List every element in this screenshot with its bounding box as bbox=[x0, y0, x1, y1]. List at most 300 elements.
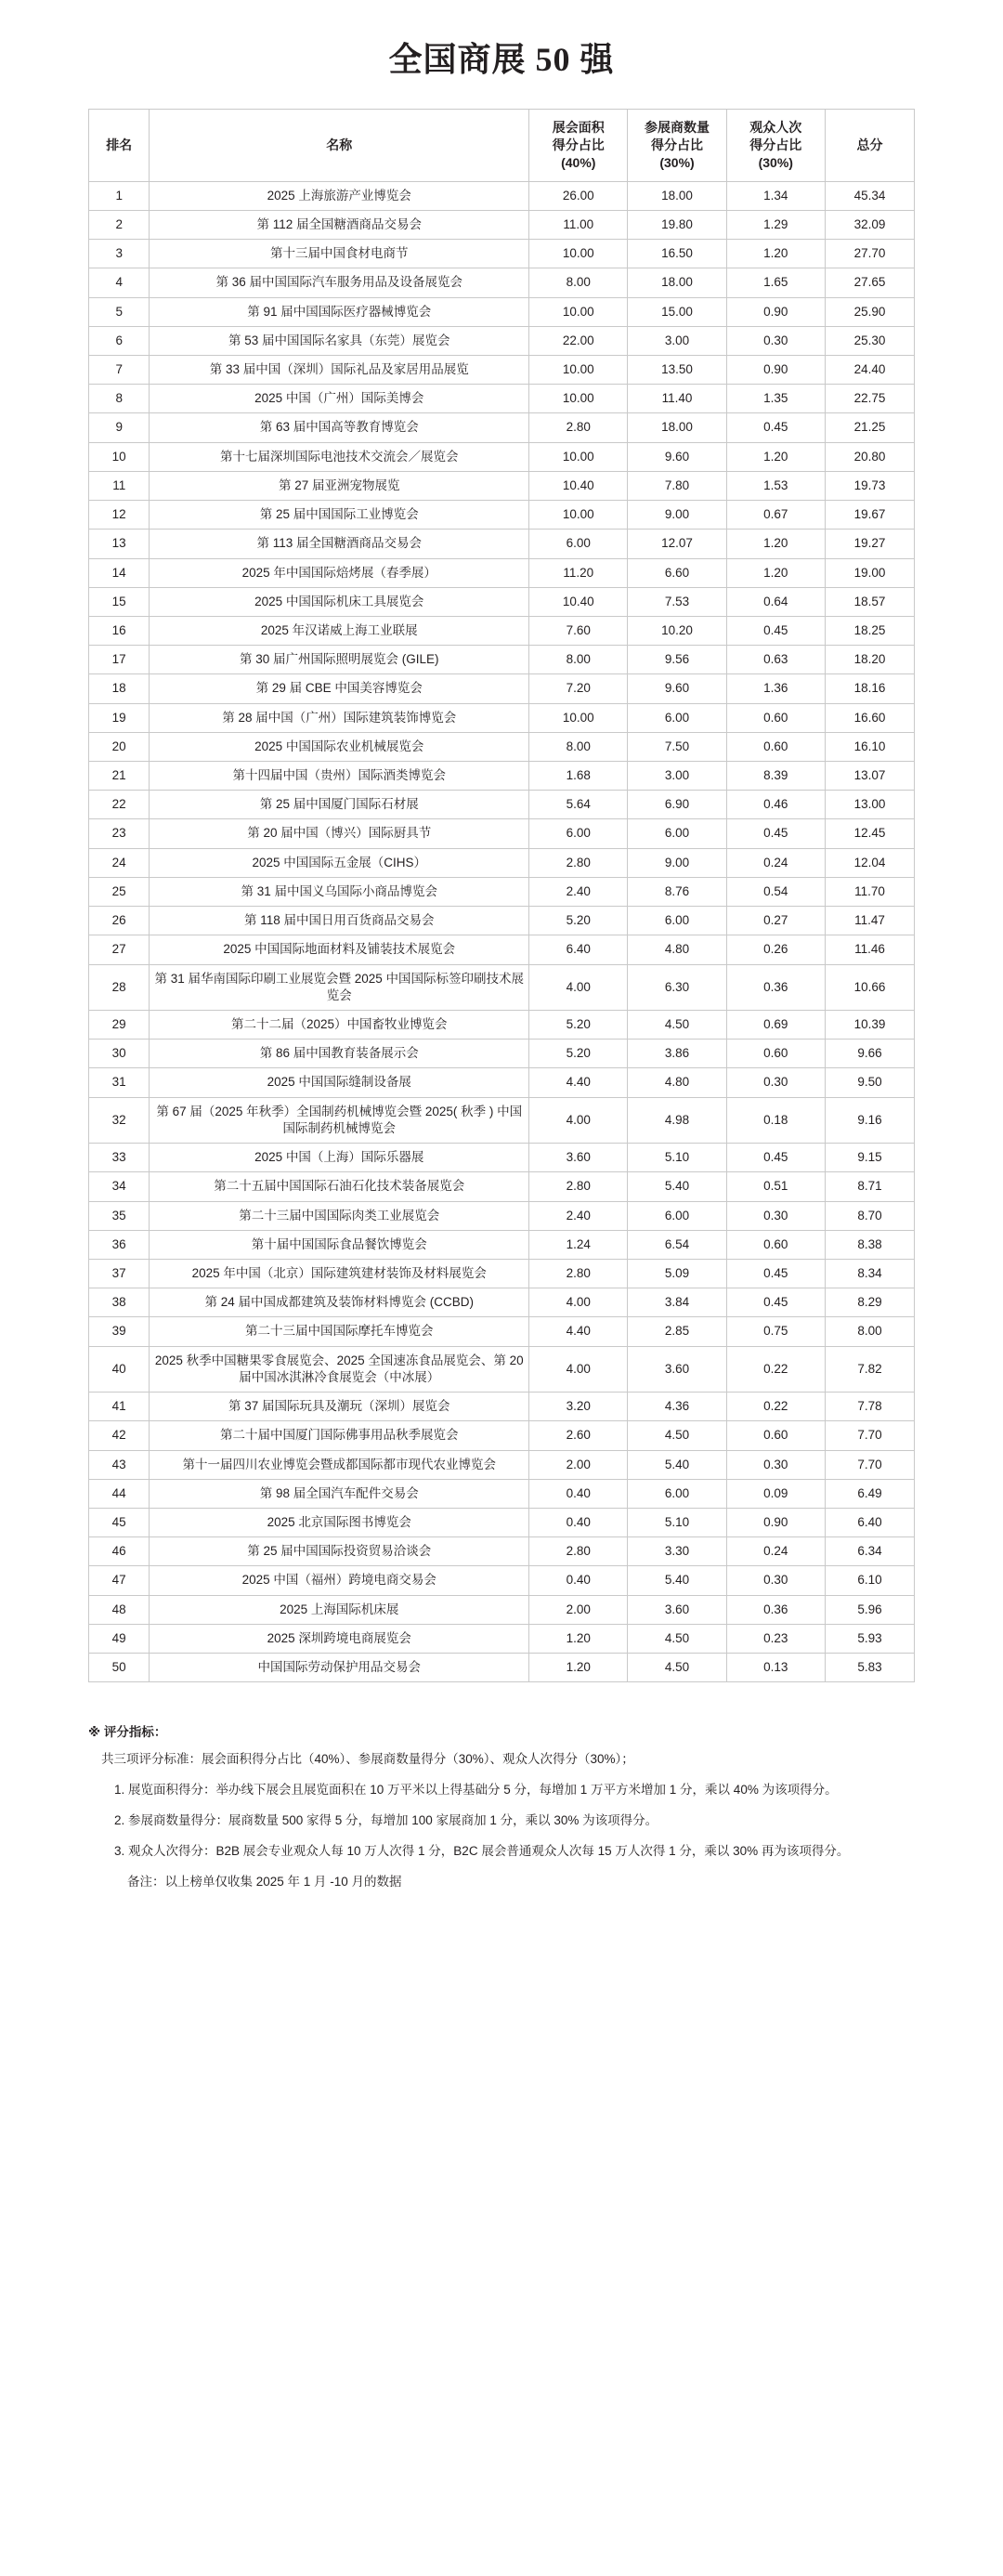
cell-name: 第 53 届中国国际名家具（东莞）展览会 bbox=[150, 326, 529, 355]
cell-exhibitors: 3.00 bbox=[628, 326, 726, 355]
cell-rank: 2 bbox=[89, 210, 150, 239]
cell-total: 32.09 bbox=[825, 210, 914, 239]
table-row bbox=[89, 210, 915, 239]
cell-rank: 16 bbox=[89, 616, 150, 645]
cell-area: 5.64 bbox=[529, 791, 628, 819]
cell-area: 10.40 bbox=[529, 587, 628, 616]
cell-exhibitors: 6.00 bbox=[628, 1479, 726, 1508]
table-row bbox=[89, 1537, 915, 1566]
cell-exhibitors: 3.84 bbox=[628, 1288, 726, 1317]
cell-exhibitors: 6.00 bbox=[628, 1201, 726, 1230]
column-header-exhibitors-line3: (30%) bbox=[659, 154, 695, 170]
column-header-rank: 排名 bbox=[89, 110, 150, 182]
column-header-visitors bbox=[726, 110, 825, 182]
cell-rank: 4 bbox=[89, 268, 150, 297]
cell-rank: 6 bbox=[89, 326, 150, 355]
cell-rank: 43 bbox=[89, 1450, 150, 1479]
cell-name: 第 31 届华南国际印刷工业展览会暨 2025 中国国际标签印刷技术展览会 bbox=[150, 964, 529, 1010]
table-row bbox=[89, 385, 915, 413]
cell-exhibitors: 4.50 bbox=[628, 1421, 726, 1450]
cell-total: 11.46 bbox=[825, 935, 914, 964]
cell-total: 6.10 bbox=[825, 1566, 914, 1595]
cell-visitors: 0.45 bbox=[726, 413, 825, 442]
table-row bbox=[89, 1595, 915, 1624]
cell-exhibitors: 3.00 bbox=[628, 762, 726, 791]
cell-visitors: 0.90 bbox=[726, 355, 825, 384]
cell-exhibitors: 12.07 bbox=[628, 530, 726, 558]
cell-total: 19.67 bbox=[825, 501, 914, 530]
cell-exhibitors: 4.98 bbox=[628, 1097, 726, 1143]
cell-area: 2.00 bbox=[529, 1450, 628, 1479]
cell-area: 4.40 bbox=[529, 1068, 628, 1097]
cell-exhibitors: 3.60 bbox=[628, 1595, 726, 1624]
cell-rank: 50 bbox=[89, 1654, 150, 1682]
cell-name: 2025 中国国际地面材料及铺装技术展览会 bbox=[150, 935, 529, 964]
table-row bbox=[89, 181, 915, 210]
table-body bbox=[89, 181, 915, 1682]
cell-name: 2025 中国国际农业机械展览会 bbox=[150, 732, 529, 761]
cell-rank: 25 bbox=[89, 877, 150, 906]
column-header-area-line2: 得分占比 bbox=[552, 137, 605, 152]
cell-name: 2025 年中国国际焙烤展（春季展） bbox=[150, 558, 529, 587]
cell-area: 1.20 bbox=[529, 1624, 628, 1653]
table-header bbox=[89, 110, 915, 182]
cell-rank: 22 bbox=[89, 791, 150, 819]
cell-rank: 12 bbox=[89, 501, 150, 530]
cell-exhibitors: 5.10 bbox=[628, 1508, 726, 1536]
cell-total: 45.34 bbox=[825, 181, 914, 210]
cell-exhibitors: 4.50 bbox=[628, 1654, 726, 1682]
cell-total: 27.65 bbox=[825, 268, 914, 297]
table-row bbox=[89, 1450, 915, 1479]
cell-rank: 5 bbox=[89, 297, 150, 326]
cell-rank: 19 bbox=[89, 703, 150, 732]
table-row bbox=[89, 587, 915, 616]
cell-area: 8.00 bbox=[529, 732, 628, 761]
cell-rank: 21 bbox=[89, 762, 150, 791]
cell-area: 26.00 bbox=[529, 181, 628, 210]
cell-visitors: 0.75 bbox=[726, 1317, 825, 1346]
cell-area: 0.40 bbox=[529, 1479, 628, 1508]
cell-rank: 47 bbox=[89, 1566, 150, 1595]
cell-exhibitors: 6.00 bbox=[628, 907, 726, 935]
cell-total: 18.20 bbox=[825, 646, 914, 674]
cell-name: 第 67 届（2025 年秋季）全国制药机械博览会暨 2025( 秋季 ) 中国国际制药机械博览会 bbox=[150, 1097, 529, 1143]
cell-name: 第 20 届中国（博兴）国际厨具节 bbox=[150, 819, 529, 848]
cell-rank: 26 bbox=[89, 907, 150, 935]
table-row bbox=[89, 848, 915, 877]
cell-visitors: 0.26 bbox=[726, 935, 825, 964]
column-header-area-line1: 展会面积 bbox=[552, 120, 605, 135]
cell-rank: 30 bbox=[89, 1040, 150, 1068]
cell-total: 13.00 bbox=[825, 791, 914, 819]
cell-total: 7.70 bbox=[825, 1421, 914, 1450]
cell-area: 2.80 bbox=[529, 1537, 628, 1566]
cell-rank: 32 bbox=[89, 1097, 150, 1143]
cell-total: 7.82 bbox=[825, 1346, 914, 1392]
column-header-total: 总分 bbox=[825, 110, 914, 182]
cell-visitors: 0.69 bbox=[726, 1011, 825, 1040]
cell-visitors: 0.90 bbox=[726, 1508, 825, 1536]
cell-total: 20.80 bbox=[825, 442, 914, 471]
cell-total: 22.75 bbox=[825, 385, 914, 413]
cell-rank: 41 bbox=[89, 1393, 150, 1421]
cell-area: 11.20 bbox=[529, 558, 628, 587]
cell-total: 8.29 bbox=[825, 1288, 914, 1317]
cell-rank: 33 bbox=[89, 1144, 150, 1172]
cell-visitors: 0.60 bbox=[726, 1040, 825, 1068]
notes-line-3: 2. 参展商数量得分：展商数量 500 家得 5 分，每增加 100 家展商加 1 分，乘以 30% 为该项得分。 bbox=[114, 1813, 658, 1828]
cell-area: 10.00 bbox=[529, 240, 628, 268]
cell-exhibitors: 18.00 bbox=[628, 181, 726, 210]
table-row bbox=[89, 1144, 915, 1172]
table-row bbox=[89, 1011, 915, 1040]
cell-total: 11.47 bbox=[825, 907, 914, 935]
cell-area: 3.20 bbox=[529, 1393, 628, 1421]
cell-rank: 9 bbox=[89, 413, 150, 442]
cell-name: 第十三届中国食材电商节 bbox=[150, 240, 529, 268]
cell-total: 16.60 bbox=[825, 703, 914, 732]
cell-name: 2025 北京国际图书博览会 bbox=[150, 1508, 529, 1536]
cell-rank: 46 bbox=[89, 1537, 150, 1566]
cell-visitors: 0.24 bbox=[726, 848, 825, 877]
cell-total: 8.34 bbox=[825, 1259, 914, 1288]
notes-line-4: 3. 观众人次得分：B2B 展会专业观众人每 10 万人次得 1 分，B2C 展会普通观众人次每 15 万人次得 1 分，乘以 30% 再为该项得分。 bbox=[114, 1844, 850, 1859]
cell-exhibitors: 7.80 bbox=[628, 471, 726, 500]
cell-rank: 35 bbox=[89, 1201, 150, 1230]
cell-name: 第 98 届全国汽车配件交易会 bbox=[150, 1479, 529, 1508]
cell-visitors: 0.30 bbox=[726, 326, 825, 355]
cell-visitors: 0.36 bbox=[726, 1595, 825, 1624]
cell-area: 10.00 bbox=[529, 385, 628, 413]
cell-total: 21.25 bbox=[825, 413, 914, 442]
cell-exhibitors: 5.40 bbox=[628, 1566, 726, 1595]
cell-visitors: 0.64 bbox=[726, 587, 825, 616]
cell-exhibitors: 18.00 bbox=[628, 268, 726, 297]
cell-name: 第十七届深圳国际电池技术交流会／展览会 bbox=[150, 442, 529, 471]
cell-rank: 27 bbox=[89, 935, 150, 964]
cell-name: 第 37 届国际玩具及潮玩（深圳）展览会 bbox=[150, 1393, 529, 1421]
cell-area: 5.20 bbox=[529, 1011, 628, 1040]
cell-total: 8.38 bbox=[825, 1230, 914, 1259]
cell-exhibitors: 13.50 bbox=[628, 355, 726, 384]
cell-rank: 42 bbox=[89, 1421, 150, 1450]
cell-area: 2.80 bbox=[529, 1259, 628, 1288]
table-row bbox=[89, 732, 915, 761]
cell-exhibitors: 4.36 bbox=[628, 1393, 726, 1421]
cell-visitors: 1.36 bbox=[726, 674, 825, 703]
cell-rank: 14 bbox=[89, 558, 150, 587]
cell-area: 6.40 bbox=[529, 935, 628, 964]
cell-area: 4.00 bbox=[529, 964, 628, 1010]
cell-visitors: 8.39 bbox=[726, 762, 825, 791]
table-row bbox=[89, 1479, 915, 1508]
cell-name: 第 30 届广州国际照明展览会 (GILE) bbox=[150, 646, 529, 674]
table-row bbox=[89, 964, 915, 1010]
table-row bbox=[89, 1097, 915, 1143]
cell-rank: 36 bbox=[89, 1230, 150, 1259]
cell-area: 4.00 bbox=[529, 1288, 628, 1317]
cell-area: 10.00 bbox=[529, 703, 628, 732]
cell-name: 2025 中国国际机床工具展览会 bbox=[150, 587, 529, 616]
cell-total: 27.70 bbox=[825, 240, 914, 268]
cell-name: 第 36 届中国国际汽车服务用品及设备展览会 bbox=[150, 268, 529, 297]
cell-visitors: 0.36 bbox=[726, 964, 825, 1010]
cell-total: 6.34 bbox=[825, 1537, 914, 1566]
cell-visitors: 0.23 bbox=[726, 1624, 825, 1653]
cell-total: 19.27 bbox=[825, 530, 914, 558]
cell-total: 9.16 bbox=[825, 1097, 914, 1143]
cell-rank: 37 bbox=[89, 1259, 150, 1288]
table-row bbox=[89, 1288, 915, 1317]
notes-line-2: 1. 展览面积得分：举办线下展会且展览面积在 10 万平米以上得基础分 5 分，每增加 1 万平方米增加 1 分，乘以 40% 为该项得分。 bbox=[114, 1783, 838, 1798]
cell-total: 10.66 bbox=[825, 964, 914, 1010]
cell-total: 25.90 bbox=[825, 297, 914, 326]
cell-total: 5.93 bbox=[825, 1624, 914, 1653]
cell-visitors: 0.09 bbox=[726, 1479, 825, 1508]
column-header-visitors-line3: (30%) bbox=[758, 154, 793, 170]
table-row bbox=[89, 326, 915, 355]
cell-rank: 24 bbox=[89, 848, 150, 877]
cell-name: 第二十五届中国国际石油石化技术装备展览会 bbox=[150, 1172, 529, 1201]
table-row bbox=[89, 819, 915, 848]
cell-exhibitors: 6.54 bbox=[628, 1230, 726, 1259]
cell-total: 6.49 bbox=[825, 1479, 914, 1508]
cell-name: 第 24 届中国成都建筑及装饰材料博览会 (CCBD) bbox=[150, 1288, 529, 1317]
cell-total: 11.70 bbox=[825, 877, 914, 906]
cell-name: 第二十届中国厦门国际佛事用品秋季展览会 bbox=[150, 1421, 529, 1450]
cell-exhibitors: 6.90 bbox=[628, 791, 726, 819]
cell-area: 6.00 bbox=[529, 819, 628, 848]
table-row bbox=[89, 355, 915, 384]
column-header-exhibitors bbox=[628, 110, 726, 182]
cell-area: 1.68 bbox=[529, 762, 628, 791]
cell-visitors: 1.65 bbox=[726, 268, 825, 297]
table-row bbox=[89, 1230, 915, 1259]
table-row bbox=[89, 1566, 915, 1595]
cell-name: 第 118 届中国日用百货商品交易会 bbox=[150, 907, 529, 935]
cell-name: 第 25 届中国国际投资贸易洽谈会 bbox=[150, 1537, 529, 1566]
cell-visitors: 0.90 bbox=[726, 297, 825, 326]
cell-exhibitors: 5.40 bbox=[628, 1172, 726, 1201]
notes-line-1: 共三项评分标准：展会面积得分占比（40%）、参展商数量得分（30%）、观众人次得分（30%）； bbox=[101, 1752, 634, 1767]
cell-visitors: 1.20 bbox=[726, 530, 825, 558]
cell-rank: 17 bbox=[89, 646, 150, 674]
cell-visitors: 0.30 bbox=[726, 1566, 825, 1595]
cell-exhibitors: 15.00 bbox=[628, 297, 726, 326]
cell-name: 第 27 届亚洲宠物展览 bbox=[150, 471, 529, 500]
cell-visitors: 0.22 bbox=[726, 1393, 825, 1421]
cell-rank: 40 bbox=[89, 1346, 150, 1392]
column-header-exhibitors-line1: 参展商数量 bbox=[645, 120, 710, 135]
cell-name: 2025 中国（福州）跨境电商交易会 bbox=[150, 1566, 529, 1595]
table-row bbox=[89, 935, 915, 964]
cell-visitors: 0.67 bbox=[726, 501, 825, 530]
cell-visitors: 0.45 bbox=[726, 819, 825, 848]
cell-name: 2025 中国（广州）国际美博会 bbox=[150, 385, 529, 413]
cell-exhibitors: 11.40 bbox=[628, 385, 726, 413]
cell-exhibitors: 9.00 bbox=[628, 501, 726, 530]
table-header-row bbox=[89, 110, 915, 182]
cell-exhibitors: 3.30 bbox=[628, 1537, 726, 1566]
cell-area: 10.00 bbox=[529, 297, 628, 326]
column-header-area-line3: (40%) bbox=[561, 154, 596, 170]
cell-exhibitors: 5.40 bbox=[628, 1450, 726, 1479]
cell-exhibitors: 7.53 bbox=[628, 587, 726, 616]
cell-name: 2025 深圳跨境电商展览会 bbox=[150, 1624, 529, 1653]
page-title: 全国商展 50 强 bbox=[388, 41, 615, 78]
table-row bbox=[89, 762, 915, 791]
column-header-area bbox=[529, 110, 628, 182]
cell-total: 5.83 bbox=[825, 1654, 914, 1682]
cell-area: 2.40 bbox=[529, 877, 628, 906]
table-row bbox=[89, 1040, 915, 1068]
cell-exhibitors: 3.60 bbox=[628, 1346, 726, 1392]
cell-exhibitors: 4.80 bbox=[628, 1068, 726, 1097]
cell-rank: 1 bbox=[89, 181, 150, 210]
cell-area: 10.00 bbox=[529, 501, 628, 530]
cell-exhibitors: 5.10 bbox=[628, 1144, 726, 1172]
cell-total: 18.57 bbox=[825, 587, 914, 616]
table-row bbox=[89, 877, 915, 906]
cell-total: 5.96 bbox=[825, 1595, 914, 1624]
cell-exhibitors: 7.50 bbox=[628, 732, 726, 761]
cell-total: 10.39 bbox=[825, 1011, 914, 1040]
cell-visitors: 0.30 bbox=[726, 1450, 825, 1479]
cell-visitors: 0.45 bbox=[726, 1288, 825, 1317]
cell-name: 第 113 届全国糖酒商品交易会 bbox=[150, 530, 529, 558]
cell-total: 13.07 bbox=[825, 762, 914, 791]
cell-rank: 28 bbox=[89, 964, 150, 1010]
cell-total: 18.16 bbox=[825, 674, 914, 703]
cell-rank: 49 bbox=[89, 1624, 150, 1653]
cell-name: 2025 年中国（北京）国际建筑建材装饰及材料展览会 bbox=[150, 1259, 529, 1288]
cell-total: 6.40 bbox=[825, 1508, 914, 1536]
cell-rank: 23 bbox=[89, 819, 150, 848]
cell-rank: 8 bbox=[89, 385, 150, 413]
cell-area: 2.80 bbox=[529, 413, 628, 442]
cell-visitors: 1.20 bbox=[726, 240, 825, 268]
cell-name: 中国国际劳动保护用品交易会 bbox=[150, 1654, 529, 1682]
cell-name: 2025 年汉诺威上海工业联展 bbox=[150, 616, 529, 645]
table-row bbox=[89, 703, 915, 732]
cell-exhibitors: 4.80 bbox=[628, 935, 726, 964]
column-header-visitors-line2: 得分占比 bbox=[749, 137, 802, 152]
cell-exhibitors: 9.60 bbox=[628, 674, 726, 703]
cell-rank: 10 bbox=[89, 442, 150, 471]
cell-rank: 48 bbox=[89, 1595, 150, 1624]
cell-area: 4.00 bbox=[529, 1097, 628, 1143]
cell-name: 2025 中国（上海）国际乐器展 bbox=[150, 1144, 529, 1172]
cell-visitors: 0.18 bbox=[726, 1097, 825, 1143]
table-row bbox=[89, 558, 915, 587]
cell-area: 10.00 bbox=[529, 355, 628, 384]
cell-total: 12.04 bbox=[825, 848, 914, 877]
table-row bbox=[89, 1068, 915, 1097]
table-row bbox=[89, 1346, 915, 1392]
cell-visitors: 0.51 bbox=[726, 1172, 825, 1201]
cell-area: 2.40 bbox=[529, 1201, 628, 1230]
cell-name: 2025 中国国际五金展（CIHS） bbox=[150, 848, 529, 877]
cell-area: 0.40 bbox=[529, 1566, 628, 1595]
column-header-visitors-line1: 观众人次 bbox=[749, 120, 802, 135]
cell-exhibitors: 5.09 bbox=[628, 1259, 726, 1288]
cell-area: 4.40 bbox=[529, 1317, 628, 1346]
cell-exhibitors: 6.60 bbox=[628, 558, 726, 587]
table-row bbox=[89, 1201, 915, 1230]
cell-rank: 20 bbox=[89, 732, 150, 761]
cell-exhibitors: 9.00 bbox=[628, 848, 726, 877]
cell-exhibitors: 4.50 bbox=[628, 1624, 726, 1653]
cell-visitors: 1.20 bbox=[726, 442, 825, 471]
table-row bbox=[89, 1172, 915, 1201]
cell-name: 第二十三届中国国际摩托车博览会 bbox=[150, 1317, 529, 1346]
cell-rank: 11 bbox=[89, 471, 150, 500]
cell-rank: 31 bbox=[89, 1068, 150, 1097]
cell-visitors: 0.24 bbox=[726, 1537, 825, 1566]
cell-rank: 13 bbox=[89, 530, 150, 558]
cell-rank: 39 bbox=[89, 1317, 150, 1346]
cell-area: 2.00 bbox=[529, 1595, 628, 1624]
cell-exhibitors: 2.85 bbox=[628, 1317, 726, 1346]
cell-area: 8.00 bbox=[529, 646, 628, 674]
ranking-table-container bbox=[0, 109, 1003, 1682]
cell-visitors: 1.29 bbox=[726, 210, 825, 239]
table-row bbox=[89, 1654, 915, 1682]
cell-area: 2.80 bbox=[529, 1172, 628, 1201]
cell-area: 2.60 bbox=[529, 1421, 628, 1450]
cell-total: 8.70 bbox=[825, 1201, 914, 1230]
cell-name: 第 31 届中国义乌国际小商品博览会 bbox=[150, 877, 529, 906]
cell-name: 第 112 届全国糖酒商品交易会 bbox=[150, 210, 529, 239]
cell-visitors: 0.13 bbox=[726, 1654, 825, 1682]
cell-exhibitors: 3.86 bbox=[628, 1040, 726, 1068]
cell-name: 第十一届四川农业博览会暨成都国际都市现代农业博览会 bbox=[150, 1450, 529, 1479]
cell-total: 8.00 bbox=[825, 1317, 914, 1346]
table-row bbox=[89, 791, 915, 819]
table-row bbox=[89, 674, 915, 703]
cell-area: 6.00 bbox=[529, 530, 628, 558]
cell-total: 9.50 bbox=[825, 1068, 914, 1097]
cell-area: 1.24 bbox=[529, 1230, 628, 1259]
cell-name: 第 91 届中国国际医疗器械博览会 bbox=[150, 297, 529, 326]
cell-visitors: 0.63 bbox=[726, 646, 825, 674]
table-row bbox=[89, 1317, 915, 1346]
cell-visitors: 0.60 bbox=[726, 703, 825, 732]
cell-name: 第十四届中国（贵州）国际酒类博览会 bbox=[150, 762, 529, 791]
cell-visitors: 0.45 bbox=[726, 616, 825, 645]
cell-area: 7.60 bbox=[529, 616, 628, 645]
cell-visitors: 0.46 bbox=[726, 791, 825, 819]
ranking-table bbox=[88, 109, 915, 1682]
cell-visitors: 0.60 bbox=[726, 1230, 825, 1259]
cell-area: 8.00 bbox=[529, 268, 628, 297]
notes-heading: ※ 评分指标： bbox=[88, 1725, 167, 1740]
cell-exhibitors: 10.20 bbox=[628, 616, 726, 645]
scoring-notes bbox=[0, 1682, 1003, 1909]
cell-name: 第二十三届中国国际肉类工业展览会 bbox=[150, 1201, 529, 1230]
table-row bbox=[89, 1393, 915, 1421]
cell-visitors: 0.54 bbox=[726, 877, 825, 906]
cell-name: 第 86 届中国教育装备展示会 bbox=[150, 1040, 529, 1068]
cell-total: 8.71 bbox=[825, 1172, 914, 1201]
cell-area: 5.20 bbox=[529, 1040, 628, 1068]
cell-exhibitors: 8.76 bbox=[628, 877, 726, 906]
table-row bbox=[89, 530, 915, 558]
table-row bbox=[89, 1508, 915, 1536]
cell-area: 22.00 bbox=[529, 326, 628, 355]
cell-name: 第 25 届中国国际工业博览会 bbox=[150, 501, 529, 530]
